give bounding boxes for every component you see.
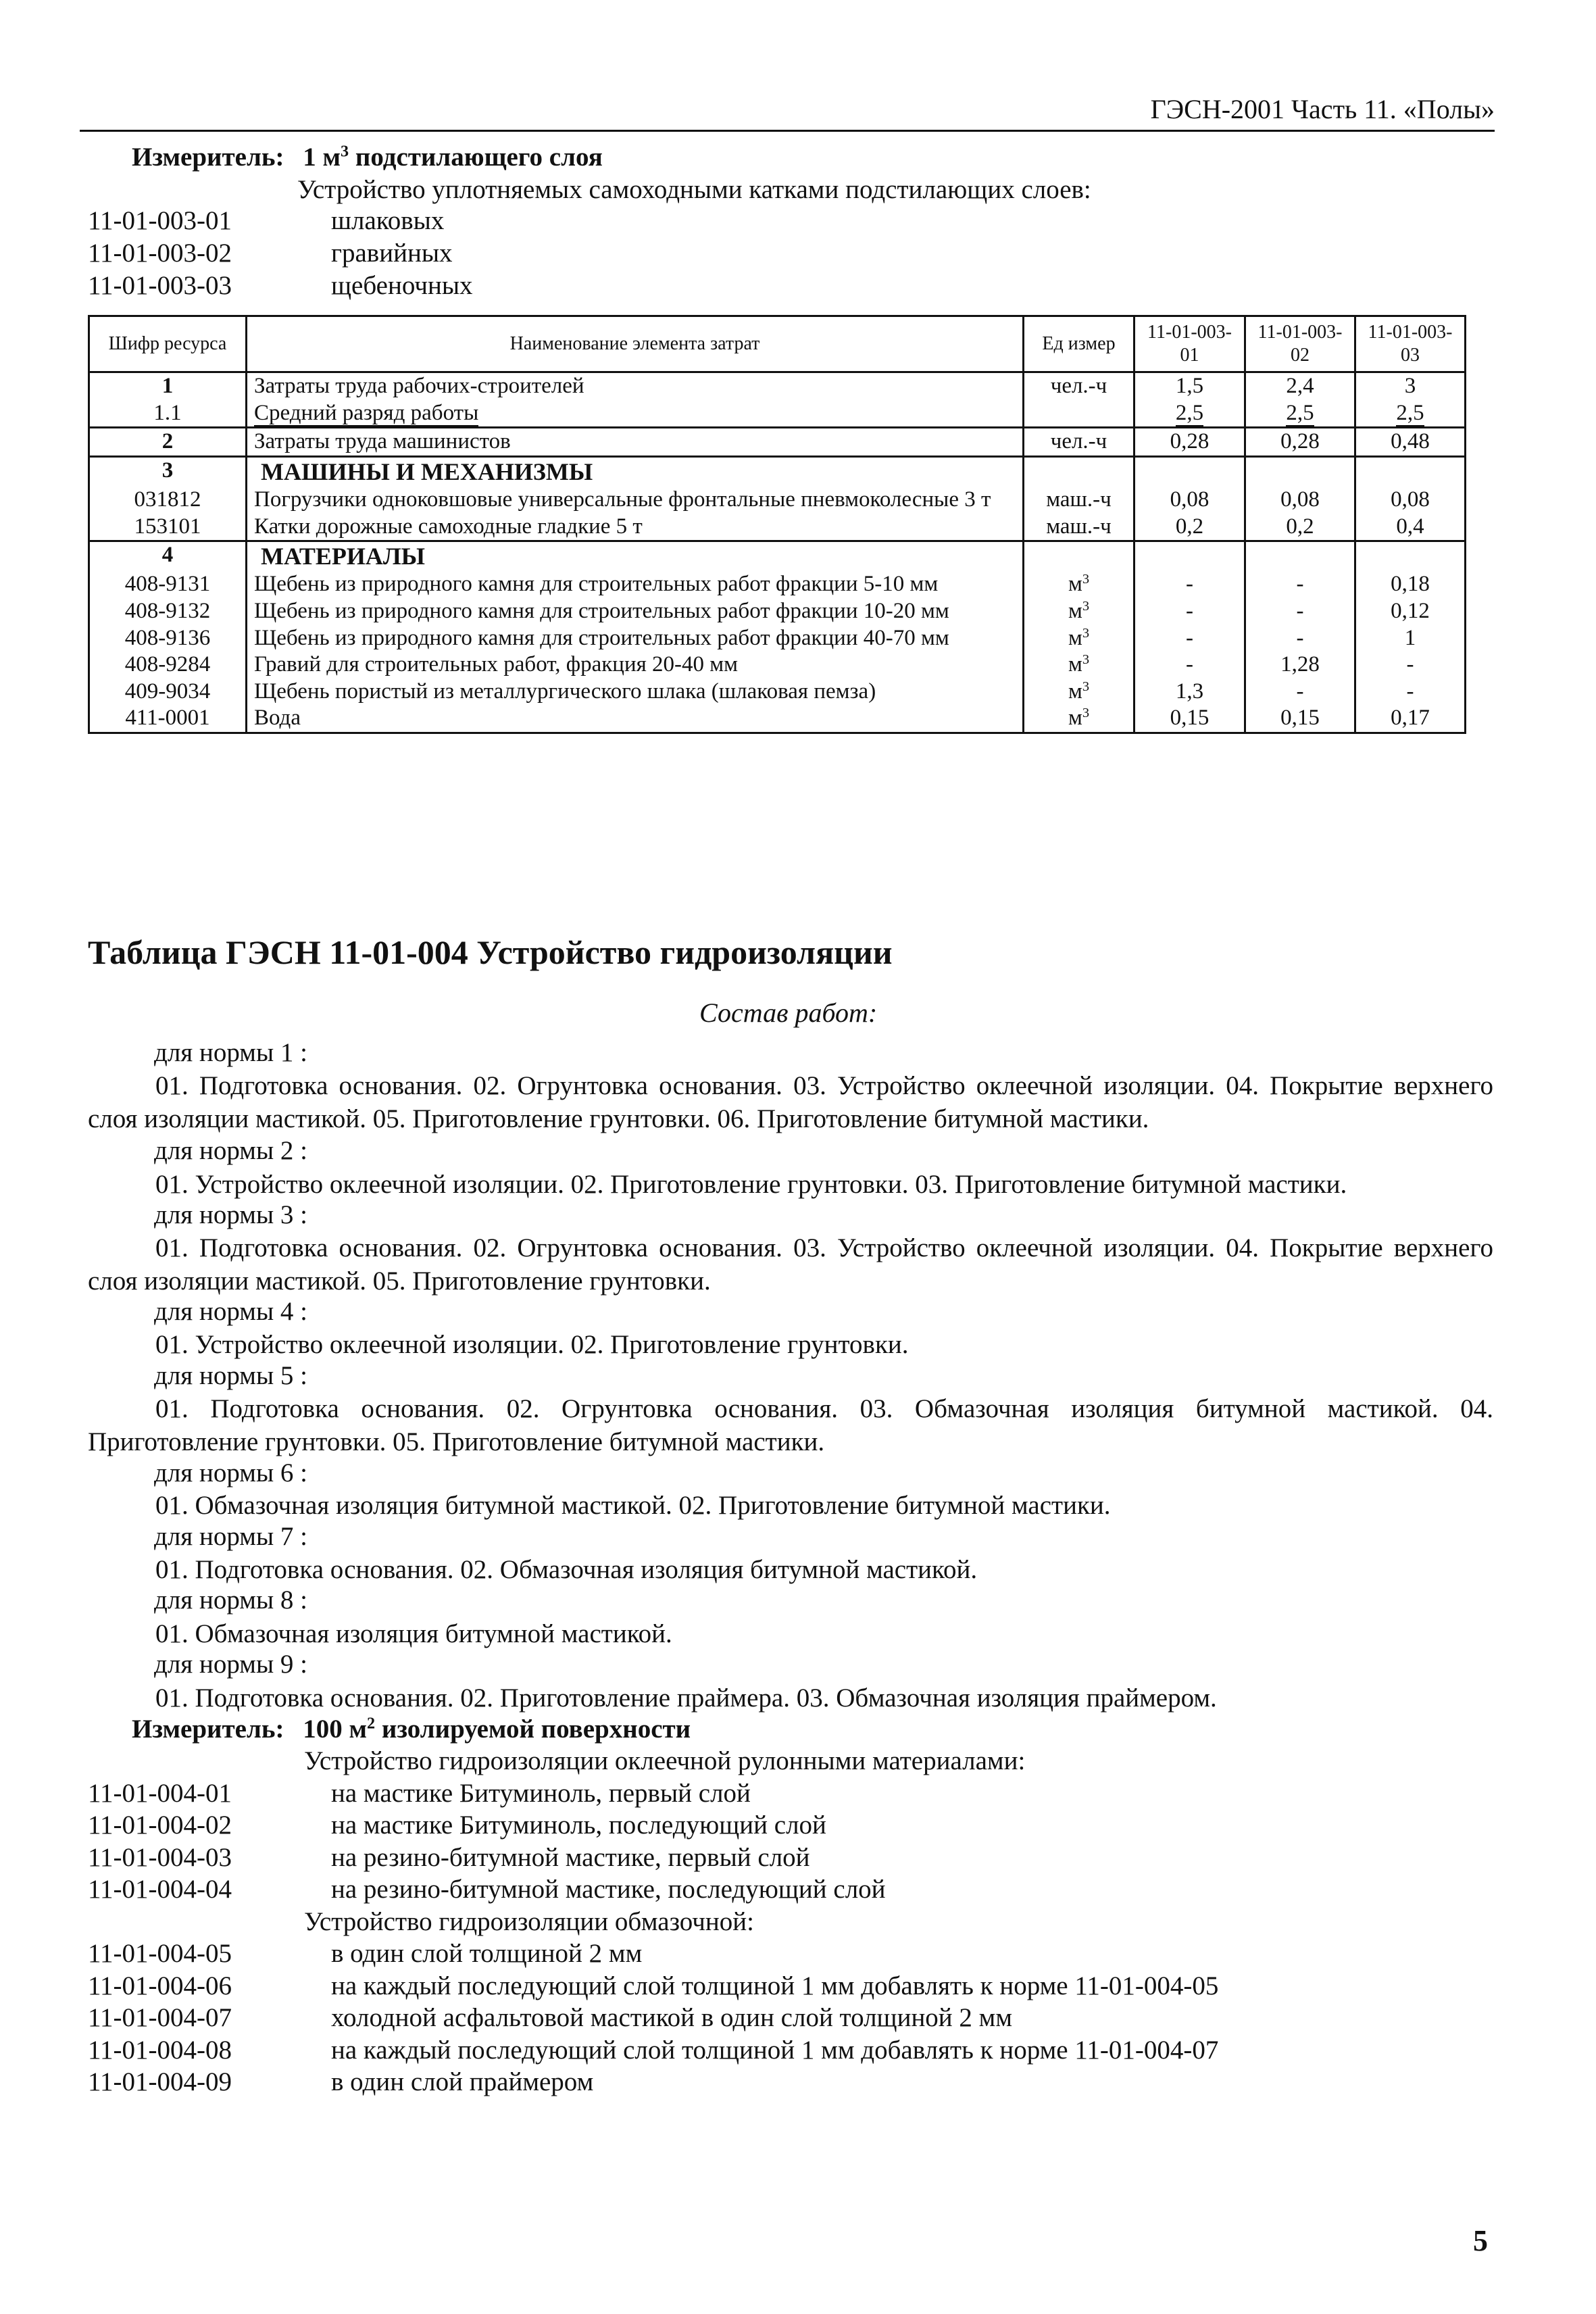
resource-value: 0,28 — [1134, 428, 1245, 457]
norm-works-text: 01. Подготовка основания. 02. Огрунтовка основания. 03. Устройство оклеечной изоляции. 04. Покрытие верхнего слоя изоляции мастикой. 05. Приготовление грунтовки. 06. Приготовление битумной мастики. — [88, 1071, 1493, 1133]
resource-unit: чел.-ч — [1024, 428, 1134, 457]
norm-works-text: 01. Подготовка основания. 02. Огрунтовка основания. 03. Обмазочная изоляция битумной мастикой. 04. Приготовление грунтовки. 05. Приготовление битумной мастики. — [88, 1394, 1493, 1456]
resource-code: 031812 — [89, 487, 247, 514]
norm-code: 11-01-004-06 — [88, 1971, 232, 2000]
resource-value: - — [1134, 651, 1245, 679]
norm-code: 11-01-004-05 — [88, 1939, 232, 1968]
measurer-003 — [132, 142, 603, 172]
resource-value: 0,12 — [1355, 598, 1466, 625]
column-header: Шифр ресурса — [89, 316, 247, 372]
resource-code: 1 — [89, 372, 247, 400]
norm-label: для нормы 5 : — [154, 1361, 307, 1390]
norm-group-intro: Устройство гидроизоляции обмазочной: — [304, 1907, 754, 1936]
norm-label: для нормы 1 : — [154, 1038, 307, 1067]
resource-name: Затраты труда рабочих-строителей — [247, 372, 1024, 400]
norm-works-text: 01. Устройство оклеечной изоляции. 02. Приготовление грунтовки. 03. Приготовление битумной мастики. — [155, 1170, 1347, 1199]
resource-value: 0,28 — [1245, 428, 1355, 457]
resource-value: 1,28 — [1245, 651, 1355, 679]
page-number: 5 — [1473, 2224, 1488, 2257]
resource-name: Щебень из природного камня для строительных работ фракции 10-20 мм — [247, 598, 1024, 625]
norm-group-intro: Устройство уплотняемых самоходными катками подстилающих слоев: — [297, 175, 1091, 204]
running-header: ГЭСН-2001 Часть 11. «Полы» — [1150, 94, 1495, 124]
table-row — [89, 705, 1466, 733]
resource-value: 2,5 — [1175, 400, 1204, 425]
resource-unit — [1024, 400, 1134, 428]
resource-value: 0,17 — [1355, 705, 1466, 733]
table-row — [89, 514, 1466, 541]
measurer-sup: 3 — [341, 142, 349, 161]
norm-label: для нормы 3 : — [154, 1200, 307, 1229]
resource-code: 409-9034 — [89, 679, 247, 706]
resource-unit: $м^3$ — [1024, 651, 1134, 679]
resource-value: 1,3 — [1134, 679, 1245, 706]
resource-name: Щебень пористый из металлургического шлака (шлаковая пемза) — [247, 679, 1024, 706]
resource-value: 0,48 — [1355, 428, 1466, 457]
resource-value: 0,2 — [1245, 514, 1355, 541]
norm-name: в один слой праймером — [331, 2067, 594, 2096]
norm-name: на каждый последующий слой толщиной 1 мм добавлять к норме 11-01-004-05 — [331, 1971, 1219, 2000]
resource-name: Гравий для строительных работ, фракция 20-40 мм — [247, 651, 1024, 679]
norm-label: для нормы 7 : — [154, 1522, 307, 1551]
header-rule — [80, 130, 1495, 132]
table-group-row — [89, 456, 1466, 487]
resource-value: 0,08 — [1245, 487, 1355, 514]
norm-name: шлаковых — [331, 206, 445, 235]
resource-name: Средний разряд работы — [254, 400, 479, 425]
norm-label: для нормы 8 : — [154, 1585, 307, 1615]
measurer-suffix: подстилающего слоя — [349, 143, 603, 172]
table-row — [89, 428, 1466, 457]
norm-works-text: 01. Обмазочная изоляция битумной мастикой. 02. Приготовление битумной мастики. — [155, 1491, 1111, 1520]
table-row — [89, 598, 1466, 625]
norm-code: 11-01-004-09 — [88, 2067, 232, 2096]
resource-unit: чел.-ч — [1024, 372, 1134, 400]
resource-name: Щебень из природного камня для строительных работ фракции 5-10 мм — [247, 571, 1024, 598]
resource-code: 4 — [89, 541, 247, 572]
table-row — [89, 372, 1466, 400]
table-row — [89, 651, 1466, 679]
table-row — [89, 571, 1466, 598]
norm-code: 11-01-004-01 — [88, 1779, 232, 1808]
resource-unit: $м^3$ — [1024, 598, 1134, 625]
resource-value: 2,4 — [1245, 372, 1355, 400]
resource-value: 1 — [1355, 625, 1466, 652]
norm-code: 11-01-003-01 — [88, 206, 232, 235]
resource-value: - — [1355, 679, 1466, 706]
norm-name: на каждый последующий слой толщиной 1 мм добавлять к норме 11-01-004-07 — [331, 2036, 1219, 2065]
resource-value: - — [1134, 598, 1245, 625]
resource-value: - — [1245, 625, 1355, 652]
norm-works-text: 01. Подготовка основания. 02. Приготовление праймера. 03. Обмазочная изоляция праймером. — [155, 1683, 1217, 1713]
norm-name: на мастике Битуминоль, последующий слой — [331, 1811, 826, 1840]
norm-label: для нормы 9 : — [154, 1650, 307, 1679]
column-header: Ед измер — [1024, 316, 1134, 372]
resource-unit: $м^3$ — [1024, 571, 1134, 598]
measurer-value: 1 м — [303, 143, 341, 172]
resource-value: 3 — [1355, 372, 1466, 400]
resource-value: - — [1134, 625, 1245, 652]
table-row — [89, 400, 1466, 428]
measurer-label: Измеритель: — [132, 143, 284, 172]
norm-works-text: 01. Обмазочная изоляция битумной мастикой. — [155, 1619, 672, 1648]
norm-name: гравийных — [331, 239, 453, 268]
resource-unit: $м^3$ — [1024, 705, 1134, 733]
norm-name: на резино-битумной мастике, первый слой — [331, 1843, 810, 1872]
resource-table — [88, 315, 1466, 734]
resource-value: 0,15 — [1134, 705, 1245, 733]
resource-unit: маш.-ч — [1024, 487, 1134, 514]
resource-value: 2,5 — [1286, 400, 1314, 425]
resource-value: 1,5 — [1134, 372, 1245, 400]
resource-name: Щебень из природного камня для строительных работ фракции 40-70 мм — [247, 625, 1024, 652]
norm-code: 11-01-004-07 — [88, 2003, 232, 2032]
works-heading: Состав работ: — [699, 998, 878, 1028]
column-header: 11-01-003-03 — [1355, 316, 1466, 372]
resource-value: 0,18 — [1355, 571, 1466, 598]
resource-code: 408-9284 — [89, 651, 247, 679]
resource-value: 2,5 — [1396, 400, 1424, 425]
resource-value: 0,08 — [1134, 487, 1245, 514]
resource-unit: маш.-ч — [1024, 514, 1134, 541]
resource-value: 0,4 — [1355, 514, 1466, 541]
norm-name: на мастике Битуминоль, первый слой — [331, 1779, 751, 1808]
norm-name: в один слой толщиной 2 мм — [331, 1939, 643, 1968]
resource-code: 411-0001 — [89, 705, 247, 733]
resource-value: 0,2 — [1134, 514, 1245, 541]
resource-name: Катки дорожные самоходные гладкие 5 т — [247, 514, 1024, 541]
table-row — [89, 487, 1466, 514]
measurer-suffix: изолируемой поверхности — [375, 1715, 691, 1744]
measurer-value: 100 м — [303, 1715, 368, 1744]
resource-value: - — [1245, 679, 1355, 706]
norm-label: для нормы 4 : — [154, 1297, 307, 1326]
table-header-row — [89, 316, 1466, 372]
norm-code: 11-01-004-08 — [88, 2036, 232, 2065]
norm-name: на резино-битумной мастике, последующий слой — [331, 1875, 886, 1904]
resource-code: 408-9136 — [89, 625, 247, 652]
table-group-row — [89, 541, 1466, 572]
measurer-sup: 2 — [367, 1714, 376, 1733]
norm-name: щебеночных — [331, 271, 473, 300]
resource-value: - — [1355, 651, 1466, 679]
norm-works-text: 01. Подготовка основания. 02. Огрунтовка основания. 03. Устройство оклеечной изоляции. 04. Покрытие верхнего слоя изоляции мастикой. 05. Приготовление грунтовки. — [88, 1233, 1493, 1296]
column-header: 11-01-003-01 — [1134, 316, 1245, 372]
column-header: Наименование элемента затрат — [247, 316, 1024, 372]
column-header: 11-01-003-02 — [1245, 316, 1355, 372]
norm-label: для нормы 2 : — [154, 1136, 307, 1165]
norm-name: холодной асфальтовой мастикой в один слой толщиной 2 мм — [331, 2003, 1013, 2032]
resource-group-title: МАТЕРИАЛЫ — [247, 541, 1024, 572]
measurer-label: Измеритель: — [132, 1715, 284, 1744]
norm-works-text: 01. Устройство оклеечной изоляции. 02. Приготовление грунтовки. — [155, 1330, 909, 1359]
resource-code: 408-9132 — [89, 598, 247, 625]
resource-unit: $м^3$ — [1024, 625, 1134, 652]
table-row — [89, 625, 1466, 652]
resource-code: 408-9131 — [89, 571, 247, 598]
resource-value: 0,15 — [1245, 705, 1355, 733]
norm-code: 11-01-003-02 — [88, 239, 232, 268]
resource-value: - — [1245, 598, 1355, 625]
resource-name: Затраты труда машинистов — [247, 428, 1024, 457]
table-title: Таблица ГЭСН 11-01-004 Устройство гидроизоляции — [88, 933, 893, 971]
norm-label: для нормы 6 : — [154, 1458, 307, 1487]
norm-group-intro: Устройство гидроизоляции оклеечной рулонными материалами: — [304, 1746, 1026, 1775]
table-row — [89, 679, 1466, 706]
resource-code: 153101 — [89, 514, 247, 541]
norm-code: 11-01-003-03 — [88, 271, 232, 300]
norm-code: 11-01-004-04 — [88, 1875, 232, 1904]
norm-code: 11-01-004-03 — [88, 1843, 232, 1872]
measurer-004 — [132, 1714, 691, 1744]
resource-unit: $м^3$ — [1024, 679, 1134, 706]
resource-name: Вода — [247, 705, 1024, 733]
norm-works-text: 01. Подготовка основания. 02. Обмазочная изоляция битумной мастикой. — [155, 1555, 978, 1584]
resource-code: 2 — [89, 428, 247, 457]
resource-code: 1.1 — [89, 400, 247, 428]
resource-value: - — [1134, 571, 1245, 598]
norm-code: 11-01-004-02 — [88, 1811, 232, 1840]
resource-value: - — [1245, 571, 1355, 598]
resource-name: Погрузчики одноковшовые универсальные фронтальные пневмоколесные 3 т — [247, 487, 1024, 514]
resource-group-title: МАШИНЫ И МЕХАНИЗМЫ — [247, 456, 1024, 487]
resource-code: 3 — [89, 456, 247, 487]
resource-value: 0,08 — [1355, 487, 1466, 514]
